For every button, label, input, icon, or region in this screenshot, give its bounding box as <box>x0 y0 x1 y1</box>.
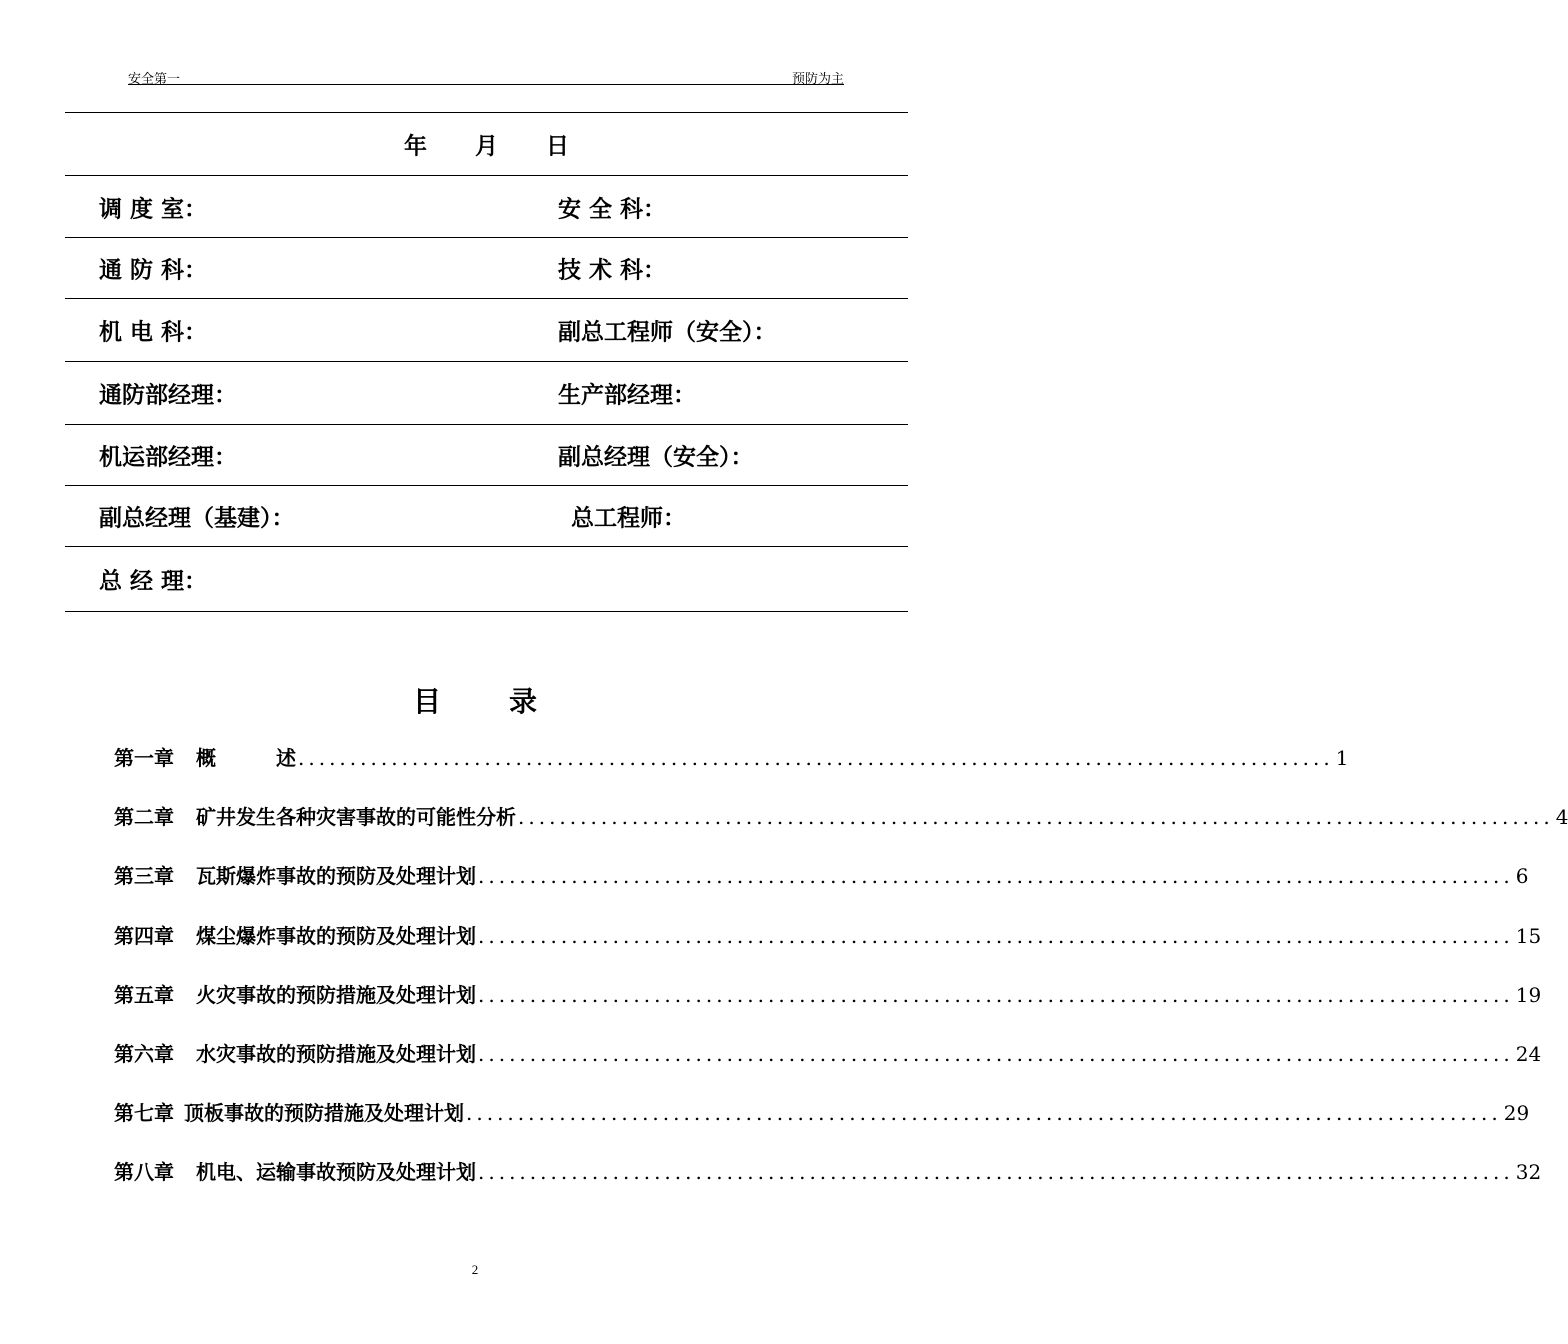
toc-page-number: 1 <box>1335 746 1349 770</box>
toc-page-number: 29 <box>1503 1101 1530 1126</box>
toc-entry[interactable] <box>114 742 1349 801</box>
signoff-row <box>65 547 908 612</box>
toc-page-number: 4 <box>1555 805 1568 830</box>
toc-chapter: 第一章 <box>114 746 174 770</box>
signoff-label-production-manager: 生产部经理： <box>558 381 696 409</box>
toc-entry[interactable] <box>114 1156 1542 1215</box>
signoff-label-deputy-gm-construction: 副总经理（基建）： <box>99 504 295 532</box>
signoff-row <box>65 176 908 238</box>
page-number: 2 <box>471 1262 479 1277</box>
toc-entry-title: 火灾事故的预防措施及处理计划 <box>196 982 476 1007</box>
signoff-row <box>65 362 908 425</box>
toc-leader-dots: .................................................................................................... <box>518 805 1554 830</box>
toc-entry-title: 瓦斯爆炸事故的预防及处理计划 <box>196 864 476 889</box>
header-right-text: 预防为主 <box>791 71 844 86</box>
date-month-label: 月 <box>475 132 498 160</box>
toc-entry-title: 顶板事故的预防措施及处理计划 <box>184 1101 464 1126</box>
signoff-label-ventilation-manager: 通防部经理： <box>99 381 237 409</box>
toc-leader-dots: .................................................................................................... <box>298 746 1334 770</box>
signoff-label-ventilation: 通 防 科： <box>99 256 208 284</box>
toc-chapter: 第五章 <box>114 982 174 1007</box>
header-left-text: 安全第一 <box>128 71 181 86</box>
toc-entry[interactable] <box>114 860 1529 919</box>
signoff-label-dispatch: 调 度 室： <box>99 195 208 222</box>
toc-page-number: 15 <box>1515 923 1542 948</box>
toc-chapter: 第二章 <box>114 805 174 830</box>
signoff-label-deputy-chief-engineer: 副总工程师（安全）： <box>558 318 777 346</box>
toc-leader-dots: .................................................................................................... <box>466 1101 1502 1126</box>
signoff-label-transport-manager: 机运部经理： <box>99 443 237 471</box>
date-year-label: 年 <box>404 132 427 160</box>
toc-entry-title: 煤尘爆炸事故的预防及处理计划 <box>196 923 476 948</box>
toc-entry-title: 水灾事故的预防措施及处理计划 <box>196 1041 476 1066</box>
toc-title-char-2: 录 <box>509 685 538 718</box>
toc-title-char-1: 目 <box>412 685 441 718</box>
date-day-label: 日 <box>546 132 569 160</box>
toc-entry[interactable] <box>114 920 1542 979</box>
header-divider <box>128 84 844 85</box>
toc-chapter: 第八章 <box>114 1160 174 1185</box>
toc-page-number: 6 <box>1515 864 1529 889</box>
toc-title <box>0 680 950 720</box>
toc-chapter: 第三章 <box>114 864 174 889</box>
signoff-table <box>65 112 908 612</box>
toc-entry[interactable] <box>114 801 1568 860</box>
signoff-row <box>65 486 908 547</box>
signoff-date <box>65 128 908 161</box>
signoff-row <box>65 299 908 362</box>
signoff-row <box>65 238 908 299</box>
toc-entry[interactable] <box>114 1038 1542 1097</box>
toc-page-number: 24 <box>1515 1041 1542 1066</box>
signoff-date-row <box>65 113 908 176</box>
signoff-label-electromechanical: 机 电 科： <box>99 318 208 346</box>
toc-entry-title: 概 述 <box>196 746 296 770</box>
signoff-label-chief-engineer: 总工程师： <box>571 504 686 532</box>
toc-list <box>114 742 1568 1216</box>
signoff-label-safety: 安 全 科： <box>558 195 667 222</box>
toc-entry[interactable] <box>114 979 1542 1038</box>
toc-leader-dots: .................................................................................................... <box>478 1160 1514 1185</box>
toc-leader-dots: .................................................................................................... <box>478 982 1514 1007</box>
toc-page-number: 32 <box>1515 1160 1542 1185</box>
signoff-label-technical: 技 术 科： <box>558 256 667 284</box>
toc-leader-dots: .................................................................................................... <box>478 923 1514 948</box>
toc-entry[interactable] <box>114 1097 1530 1156</box>
toc-page-number: 19 <box>1515 982 1542 1007</box>
toc-entry-title: 机电、运输事故预防及处理计划 <box>196 1160 476 1185</box>
toc-chapter: 第六章 <box>114 1041 174 1066</box>
signoff-row <box>65 425 908 486</box>
toc-entry-title: 矿井发生各种灾害事故的可能性分析 <box>196 805 516 830</box>
toc-leader-dots: .................................................................................................... <box>478 1041 1514 1066</box>
toc-chapter: 第七章 <box>114 1101 174 1126</box>
toc-chapter: 第四章 <box>114 923 174 948</box>
signoff-label-deputy-gm-safety: 副总经理（安全）： <box>558 443 754 471</box>
toc-leader-dots: .................................................................................................... <box>478 864 1514 889</box>
signoff-label-general-manager: 总 经 理： <box>99 567 208 595</box>
